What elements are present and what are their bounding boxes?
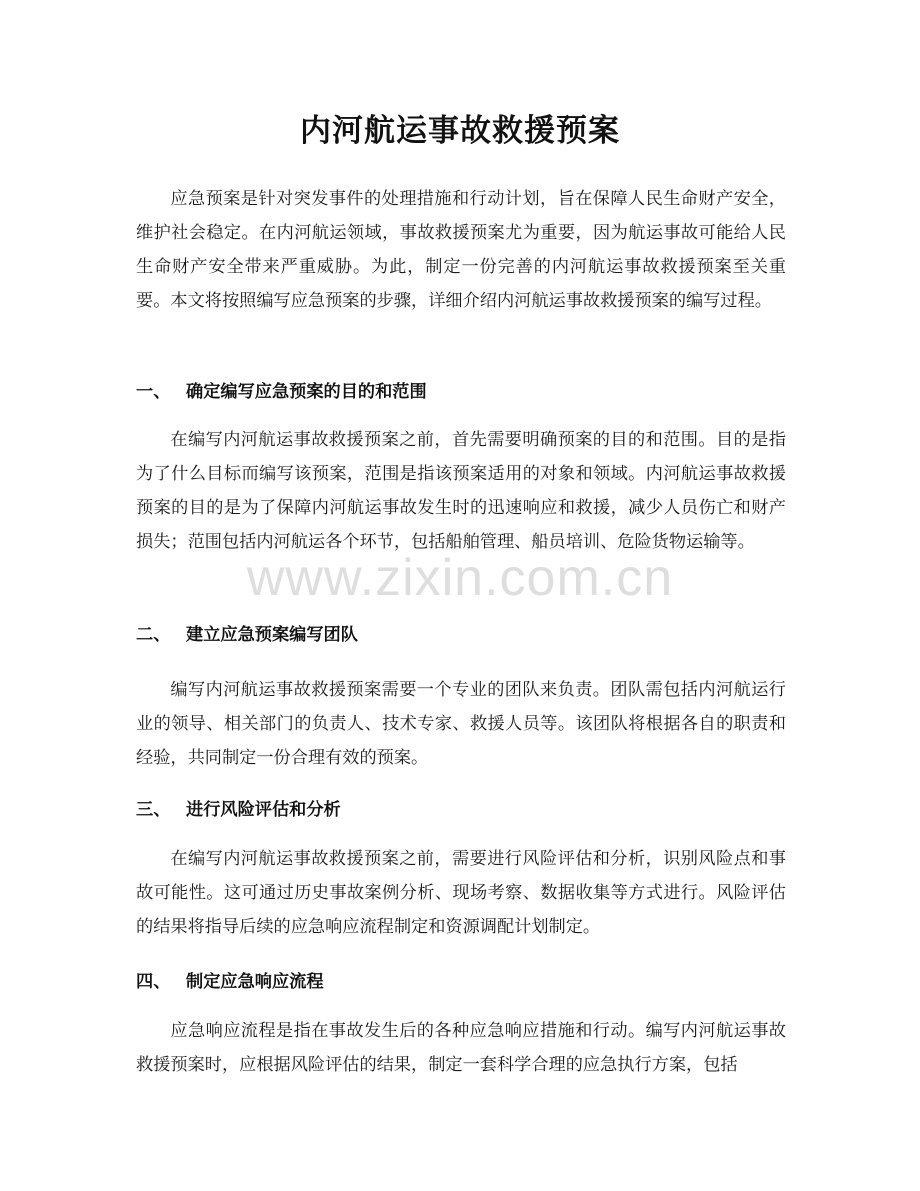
- section-2-title: 建立应急预案编写团队: [186, 625, 358, 645]
- section-1-body: 在编写内河航运事故救援预案之前，首先需要明确预案的目的和范围。目的是指为了什么目标而编写该预案，范围是指该预案适用的对象和领域。内河航运事故救援预案的目的是为了保障内河航运事故发生时的迅速响应和救援，减少人员伤亡和财产损失；范围包括内河航运各个环节，包括船舶管理、船员培训、危险货物运输等。: [136, 430, 786, 552]
- watermark: www.zixin.com.cn: [246, 549, 674, 607]
- section-2-number: 二、: [136, 625, 171, 645]
- document-title: 内河航运事故救援预案: [300, 113, 620, 149]
- section-3-title: 进行风险评估和分析: [186, 800, 341, 820]
- section-4-heading: [136, 967, 786, 997]
- section-1-title: 确定编写应急预案的目的和范围: [186, 382, 427, 402]
- section-4-body: 应急响应流程是指在事故发生后的各种应急响应措施和行动。编写内河航运事故救援预案时，应根据风险评估的结果，制定一套科学合理的应急执行方案，包括: [136, 1021, 786, 1075]
- section-3-number: 三、: [136, 800, 171, 820]
- section-4-title: 制定应急响应流程: [186, 972, 324, 992]
- section-2-heading: [136, 620, 786, 650]
- section-3-body: 在编写内河航运事故救援预案之前，需要进行风险评估和分析，识别风险点和事故可能性。这可通过历史事故案例分析、现场考察、数据收集等方式进行。风险评估的结果将指导后续的应急响应流程制定和资源调配计划制定。: [136, 849, 786, 937]
- section-1-heading: [136, 377, 786, 407]
- intro-paragraph: 应急预案是针对突发事件的处理措施和行动计划，旨在保障人民生命财产安全，维护社会稳定。在内河航运领域，事故救援预案尤为重要，因为航运事故可能给人民生命财产安全带来严重威胁。为此，制定一份完善的内河航运事故救援预案至关重要。本文将按照编写应急预案的步骤，详细介绍内河航运事故救援预案的编写过程。: [136, 189, 786, 311]
- section-4-number: 四、: [136, 972, 171, 992]
- section-2-body: 编写内河航运事故救援预案需要一个专业的团队来负责。团队需包括内河航运行业的领导、相关部门的负责人、技术专家、救援人员等。该团队将根据各自的职责和经验，共同制定一份合理有效的预案。: [136, 680, 786, 768]
- section-1-number: 一、: [136, 382, 171, 402]
- section-3-heading: [136, 795, 786, 825]
